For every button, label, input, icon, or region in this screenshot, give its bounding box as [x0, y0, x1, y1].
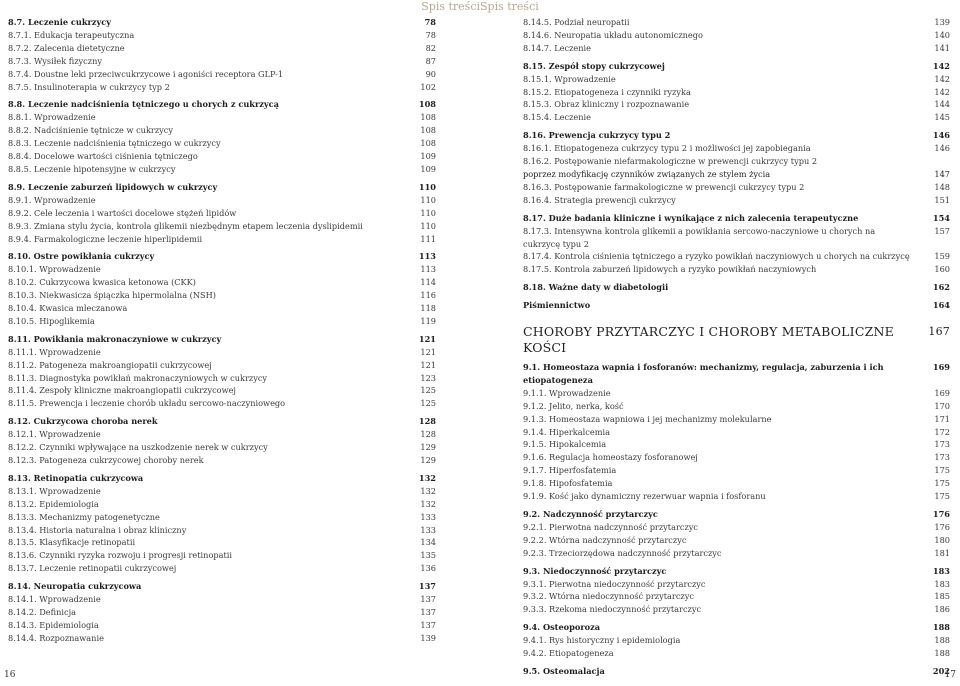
toc-entry-title: 9.3.1. Pierwotna niedoczynność przytarczyc: [523, 578, 706, 589]
toc-entry[interactable]: [523, 451, 950, 464]
toc-entry[interactable]: [523, 181, 950, 194]
toc-entry-title: 8.14.2. Definicja: [8, 606, 77, 617]
toc-entry-page: 82: [425, 42, 436, 53]
toc-entry-page: 133: [420, 511, 436, 522]
toc-entry[interactable]: [8, 207, 436, 220]
toc-entry-page: 169: [932, 362, 950, 373]
toc-entry-title: 9.4. Osteoporoza: [523, 622, 601, 633]
toc-entry-title: 8.8.2. Nadciśnienie tętnicze w cukrzycy: [8, 125, 173, 136]
toc-section-entry[interactable]: [8, 250, 436, 263]
toc-entry-title: 8.10.4. Kwasica mleczanowa: [8, 303, 128, 314]
toc-entry-title: 8.16.3. Postępowanie farmakologiczne w prewencji cukrzycy typu 2: [523, 181, 805, 192]
toc-entry-page: 137: [420, 619, 436, 630]
toc-entry[interactable]: [8, 55, 436, 68]
toc-section-entry[interactable]: [523, 60, 950, 73]
toc-entry[interactable]: [8, 194, 436, 207]
toc-entry-page: 173: [934, 452, 950, 463]
toc-chapter-entry[interactable]: [523, 324, 950, 356]
toc-entry-page: 186: [934, 604, 950, 615]
toc-entry-title: 8.14. Neuropatia cukrzycowa: [8, 581, 142, 592]
toc-entry-page: 119: [420, 315, 436, 326]
toc-entry-title: 8.11.2. Patogeneza makroangiopatii cukrzycowej: [8, 359, 212, 370]
toc-entry-title: 8.15.1. Wprowadzenie: [523, 73, 616, 84]
toc-entry-page: 176: [932, 509, 950, 519]
toc-entry-page: 128: [418, 416, 436, 427]
toc-entry-page: 140: [934, 29, 950, 40]
toc-entry-page: 110: [420, 207, 436, 218]
toc-entry-title: 8.16. Prewencja cukrzycy typu 2: [523, 130, 671, 141]
toc-entry-page: 160: [934, 264, 950, 275]
toc-entry[interactable]: [523, 194, 950, 207]
toc-entry-title: Piśmiennictwo: [523, 300, 591, 311]
toc-entry-title: 9.1. Homeostaza wapnia i fosforanów: mechanizmy, regulacja, zaburzenia i ich etiopatogeneza: [523, 362, 884, 385]
toc-entry[interactable]: [523, 73, 950, 86]
toc-entry[interactable]: [523, 400, 950, 413]
toc-entry-title: poprzez modyfikację czynników związanych ze stylem życia: [523, 168, 771, 179]
toc-entry-page: 162: [932, 282, 950, 293]
toc-entry[interactable]: [8, 441, 436, 454]
toc-entry[interactable]: [8, 549, 436, 562]
toc-entry[interactable]: [523, 426, 950, 439]
toc-entry-title: 8.7. Leczenie cukrzycy: [8, 17, 111, 27]
toc-entry-title: 8.16.1. Etiopatogeneza cukrzycy typu 2 i możliwości jej zapobiegania: [523, 143, 811, 154]
toc-entry-page: 146: [932, 130, 950, 141]
toc-section-entry[interactable]: [523, 281, 950, 294]
toc-entry-page: 144: [934, 99, 950, 110]
toc-entry[interactable]: [8, 42, 436, 55]
toc-section-entry[interactable]: [523, 565, 950, 578]
toc-entry[interactable]: [8, 315, 436, 328]
toc-entry-page: 202: [932, 665, 950, 676]
toc-entry-page: 169: [934, 387, 950, 398]
toc-entry-title: 8.9.3. Zmiana stylu życia, kontrola glikemii niezbędnym etapem leczenia dyslipidemii: [8, 220, 363, 231]
toc-entry-title: 8.11. Powikłania makronaczyniowe w cukrzycy: [8, 333, 222, 344]
toc-entry-page: 134: [420, 537, 436, 548]
toc-entry-title: 8.11.5. Prewencja i leczenie chorób układu sercowo-naczyniowego: [8, 398, 286, 409]
toc-entry-page: 139: [420, 632, 436, 643]
toc-entry[interactable]: [8, 263, 436, 276]
toc-entry-title: 8.10. Ostre powikłania cukrzycy: [8, 251, 155, 262]
toc-section-entry[interactable]: [523, 299, 950, 312]
toc-entry[interactable]: [8, 485, 436, 498]
toc-entry-page: 87: [425, 55, 436, 66]
toc-entry-page: 188: [934, 635, 950, 646]
toc-entry-page: 176: [934, 521, 950, 532]
toc-entry-title: 9.2.1. Pierwotna nadczynność przytarczyc: [523, 521, 698, 532]
toc-entry[interactable]: [523, 155, 950, 168]
toc-section-entry[interactable]: [523, 665, 950, 678]
toc-entry-title: 8.10.1. Wprowadzenie: [8, 264, 101, 275]
toc-entry[interactable]: [8, 150, 436, 163]
table-of-contents: [523, 16, 950, 678]
toc-entry-title: 8.12. Cukrzycowa choroba nerek: [8, 416, 158, 427]
toc-entry[interactable]: [8, 524, 436, 537]
toc-entry[interactable]: [8, 111, 436, 124]
toc-entry[interactable]: [8, 359, 436, 372]
toc-entry-page: 142: [932, 60, 950, 71]
toc-entry[interactable]: [523, 86, 950, 99]
toc-section-entry[interactable]: [8, 181, 436, 194]
toc-entry[interactable]: [8, 454, 436, 467]
toc-entry-title: 8.14.5. Podział neuropatii: [523, 17, 630, 27]
toc-entry[interactable]: [523, 387, 950, 400]
toc-entry-page: 132: [420, 485, 436, 496]
toc-entry-title: 8.15.3. Obraz kliniczny i rozpoznawanie: [523, 99, 690, 110]
toc-entry-title: 8.13. Retinopatia cukrzycowa: [8, 472, 144, 483]
toc-entry-page: 154: [932, 212, 950, 223]
page-number: 16: [4, 670, 16, 680]
toc-entry-page: 170: [934, 400, 950, 411]
toc-entry-page: 108: [418, 99, 436, 110]
toc-entry-title: 9.3.2. Wtórna niedoczynność przytarczyc: [523, 591, 694, 602]
toc-entry-title: 9.4.2. Etiopatogeneza: [523, 648, 614, 659]
toc-entry-title: 8.14.1. Wprowadzenie: [8, 594, 101, 605]
toc-entry[interactable]: [8, 29, 436, 42]
toc-entry-title: 8.13.6. Czynniki ryzyka rozwoju i progresji retinopatii: [8, 550, 233, 561]
toc-entry[interactable]: [523, 111, 950, 124]
toc-entry[interactable]: [8, 302, 436, 315]
toc-section-entry[interactable]: [8, 98, 436, 111]
toc-entry[interactable]: [523, 578, 950, 591]
toc-entry-page: 172: [934, 426, 950, 437]
toc-entry-title: 9.1.3. Homeostaza wapniowa i jej mechanizmy molekularne: [523, 413, 772, 424]
toc-entry-page: 173: [934, 439, 950, 450]
toc-entry[interactable]: [523, 603, 950, 616]
toc-entry-page: 183: [934, 578, 950, 589]
toc-entry-page: 137: [418, 581, 436, 592]
toc-section-entry[interactable]: [8, 580, 436, 593]
toc-entry-page: 108: [420, 138, 436, 149]
toc-section-entry[interactable]: [8, 333, 436, 346]
toc-section-entry[interactable]: [523, 212, 950, 225]
toc-entry-page: 157: [934, 225, 950, 236]
toc-entry-page: 132: [418, 472, 436, 483]
toc-entry-page: 137: [420, 606, 436, 617]
toc-entry-title: 9.1.4. Hiperkalcemia: [523, 426, 610, 437]
toc-entry-page: 78: [424, 17, 436, 27]
toc-entry[interactable]: [8, 276, 436, 289]
toc-entry[interactable]: [523, 42, 950, 55]
toc-entry-page: 132: [420, 498, 436, 509]
toc-section-entry[interactable]: [8, 16, 436, 29]
toc-entry[interactable]: [523, 477, 950, 490]
toc-entry-page: 164: [932, 300, 950, 311]
toc-entry[interactable]: [523, 647, 950, 660]
toc-entry-page: 125: [420, 398, 436, 409]
toc-section-entry[interactable]: [523, 129, 950, 142]
toc-entry-page: 146: [934, 143, 950, 154]
right-page: [480, 0, 960, 686]
toc-entry-page: 135: [420, 550, 436, 561]
toc-entry-page: 145: [934, 112, 950, 123]
toc-entry-title: 8.7.1. Edukacja terapeutyczna: [8, 29, 135, 40]
toc-entry-page: 142: [934, 73, 950, 84]
toc-entry-title: 9.4.1. Rys historyczny i epidemiologia: [523, 635, 681, 646]
toc-entry-page: 147: [934, 168, 950, 179]
toc-entry[interactable]: [8, 233, 436, 246]
toc-entry-page: 108: [420, 125, 436, 136]
toc-entry-page: 116: [420, 290, 436, 301]
toc-entry-title: 8.7.2. Zalecenia dietetyczne: [8, 42, 125, 53]
toc-entry-page: 181: [934, 547, 950, 558]
toc-entry-page: 175: [934, 478, 950, 489]
toc-entry-title: 9.1.6. Regulacja homeostazy fosforanowej: [523, 452, 698, 463]
toc-entry[interactable]: [8, 372, 436, 385]
toc-entry[interactable]: [523, 490, 950, 503]
toc-entry[interactable]: [523, 534, 950, 547]
toc-entry-title: 8.9.2. Cele leczenia i wartości docelowe stężeń lipidów: [8, 207, 237, 218]
toc-entry-page: 142: [934, 86, 950, 97]
toc-entry-title: 8.14.4. Rozpoznawanie: [8, 632, 104, 643]
toc-entry[interactable]: [8, 163, 436, 176]
toc-entry-title: 9.1.9. Kość jako dynamiczny rezerwuar wapnia i fosforanu: [523, 491, 766, 502]
toc-entry-title: 9.2.2. Wtórna nadczynność przytarczyc: [523, 534, 687, 545]
toc-entry-title: 8.15.2. Etiopatogeneza i czynniki ryzyka: [523, 86, 691, 97]
toc-entry[interactable]: [8, 562, 436, 575]
toc-entry[interactable]: [8, 137, 436, 150]
toc-entry[interactable]: [8, 384, 436, 397]
toc-entry-title: 9.1.5. Hipokalcemia: [523, 439, 607, 450]
toc-entry-title: 8.17.5. Kontrola zaburzeń lipidowych a ryzyko powikłań naczyniowych: [523, 264, 817, 275]
toc-entry[interactable]: [523, 263, 950, 276]
toc-entry-title: 8.13.5. Klasyfikacje retinopatii: [8, 537, 136, 548]
toc-entry-page: 136: [420, 563, 436, 574]
toc-entry[interactable]: [523, 547, 950, 560]
toc-entry[interactable]: [8, 289, 436, 302]
toc-entry[interactable]: [8, 68, 436, 81]
toc-entry-title: 9.3.3. Rzekoma niedoczynność przytarczyc: [523, 604, 702, 615]
toc-entry[interactable]: [523, 438, 950, 451]
toc-entry-page: 183: [932, 565, 950, 576]
toc-entry-title: 8.10.5. Hipoglikemia: [8, 315, 95, 326]
toc-entry-title: 8.13.7. Leczenie retinopatii cukrzycowej: [8, 563, 177, 574]
toc-entry-page: 188: [934, 648, 950, 659]
toc-entry-page: 110: [418, 181, 436, 192]
toc-entry-page: 137: [420, 594, 436, 605]
toc-entry-page: 110: [420, 220, 436, 231]
toc-entry-page: 159: [934, 251, 950, 262]
toc-entry[interactable]: [8, 81, 436, 94]
toc-entry[interactable]: [523, 29, 950, 42]
toc-entry-title: 8.9. Leczenie zaburzeń lipidowych w cukrzycy: [8, 181, 218, 192]
toc-entry-page: 125: [420, 385, 436, 396]
toc-section-entry[interactable]: [8, 472, 436, 485]
toc-entry[interactable]: [523, 168, 950, 181]
page-number: 17: [944, 670, 956, 680]
toc-entry-title: 9.2. Nadczynność przytarczyc: [523, 509, 658, 519]
toc-section-entry[interactable]: [8, 415, 436, 428]
toc-entry-page: 90: [425, 68, 436, 79]
toc-entry-page: 151: [934, 194, 950, 205]
toc-entry-page: 188: [932, 622, 950, 633]
toc-entry-page: 109: [420, 151, 436, 162]
toc-entry-title: 8.17.4. Kontrola ciśnienia tętniczego a ryzyko powikłań naczyniowych u chorych na cukrzycę: [523, 251, 910, 262]
toc-entry-title: 8.8.1. Wprowadzenie: [8, 112, 96, 123]
toc-entry-title: 8.15.4. Leczenie: [523, 112, 592, 123]
toc-entry-title: 8.9.4. Farmakologiczne leczenie hiperlipidemii: [8, 233, 203, 244]
toc-entry-title: 8.13.4. Historia naturalna i obraz kliniczny: [8, 524, 187, 535]
toc-entry-page: 133: [420, 524, 436, 535]
toc-entry-title: 8.16.2. Postępowanie niefarmakologiczne w prewencji cukrzycy typu 2: [523, 156, 818, 167]
table-of-contents: [8, 16, 436, 645]
toc-entry-title: 8.10.3. Niekwasicza śpiączka hipermolalna (NSH): [8, 290, 216, 301]
toc-entry-page: 111: [420, 233, 436, 244]
toc-entry-title: 8.8. Leczenie nadciśnienia tętniczego u chorych z cukrzycą: [8, 99, 279, 110]
toc-entry-page: 113: [420, 264, 436, 275]
toc-entry-title: 8.14.7. Leczenie: [523, 42, 592, 53]
toc-entry-page: 171: [934, 413, 950, 424]
toc-entry[interactable]: [523, 98, 950, 111]
toc-entry-page: 148: [934, 181, 950, 192]
running-header: Spis treści: [421, 0, 480, 13]
toc-entry-title: 8.14.3. Epidemiologia: [8, 619, 99, 630]
toc-entry-title: 8.12.3. Patogeneza cukrzycowej choroby nerek: [8, 455, 204, 465]
toc-entry-title: 8.13.3. Mechanizmy patogenetyczne: [8, 511, 160, 522]
toc-entry-page: 78: [425, 29, 436, 40]
toc-entry-title: 8.11.4. Zespoły kliniczne makroangiopatii cukrzycowej: [8, 385, 236, 396]
toc-entry[interactable]: [8, 498, 436, 511]
toc-entry-title: 8.17.3. Intensywna kontrola glikemii a powikłania sercowo-naczyniowe u chorych na cukrzycę typu 2: [523, 225, 876, 249]
toc-entry[interactable]: [523, 413, 950, 426]
toc-entry[interactable]: [8, 346, 436, 359]
toc-entry-page: 108: [420, 112, 436, 123]
toc-entry-title: 8.18. Ważne daty w diabetologii: [523, 282, 669, 293]
toc-entry[interactable]: [523, 521, 950, 534]
toc-entry-title: 9.2.3. Trzeciorzędowa nadczynność przytarczyc: [523, 547, 722, 558]
toc-entry-title: 8.14.6. Neuropatia układu autonomicznego: [523, 29, 703, 40]
toc-entry[interactable]: [8, 536, 436, 549]
toc-entry[interactable]: [8, 428, 436, 441]
toc-entry-title: 8.10.2. Cukrzycowa kwasica ketonowa (CKK): [8, 277, 196, 288]
toc-entry[interactable]: [8, 606, 436, 619]
toc-entry-title: 9.1.2. Jelito, nerka, kość: [523, 400, 624, 411]
toc-entry-title: 8.12.1. Wprowadzenie: [8, 429, 101, 440]
toc-entry-page: 180: [934, 534, 950, 545]
toc-entry-title: 9.1.1. Wprowadzenie: [523, 387, 611, 398]
toc-entry-page: 109: [420, 163, 436, 174]
toc-entry-title: 9.1.8. Hipofosfatemia: [523, 478, 613, 489]
toc-entry-title: 8.13.2. Epidemiologia: [8, 498, 99, 509]
toc-entry[interactable]: [8, 220, 436, 233]
toc-entry-page: 175: [934, 465, 950, 476]
toc-entry-title: 9.3. Niedoczynność przytarczyc: [523, 565, 667, 576]
toc-entry-title: 9.5. Osteomalacja: [523, 665, 605, 676]
toc-entry-title: 8.8.4. Docelowe wartości ciśnienia tętniczego: [8, 151, 198, 162]
toc-entry-title: 8.7.5. Insulinoterapia w cukrzycy typ 2: [8, 81, 170, 92]
toc-entry[interactable]: [8, 619, 436, 632]
toc-entry-page: 129: [420, 442, 436, 453]
toc-entry-title: 8.11.1. Wprowadzenie: [8, 346, 101, 357]
toc-entry-title: 8.16.4. Strategia prewencji cukrzycy: [523, 194, 676, 205]
toc-entry[interactable]: [8, 511, 436, 524]
toc-entry-page: 121: [420, 346, 436, 357]
toc-entry[interactable]: [523, 225, 950, 251]
toc-entry-page: 185: [934, 591, 950, 602]
toc-entry[interactable]: [8, 593, 436, 606]
toc-entry-page: 139: [934, 17, 950, 27]
toc-entry-title: 8.9.1. Wprowadzenie: [8, 194, 96, 205]
toc-entry-page: 141: [934, 42, 950, 53]
toc-entry-page: 128: [420, 429, 436, 440]
toc-entry-page: 118: [420, 303, 436, 314]
toc-entry-page: 121: [418, 333, 436, 344]
toc-entry-title: 8.8.3. Leczenie nadciśnienia tętniczego w cukrzycy: [8, 138, 221, 149]
toc-entry-title: 8.7.3. Wysiłek fizyczny: [8, 55, 102, 66]
toc-entry[interactable]: [523, 16, 950, 29]
toc-entry-title: CHOROBY PRZYTARCZYC I CHOROBY METABOLICZNE KOŚCI: [523, 324, 894, 356]
toc-entry-page: 113: [418, 251, 436, 262]
toc-section-entry[interactable]: [523, 361, 950, 387]
toc-section-entry[interactable]: [523, 621, 950, 634]
toc-entry-page: 121: [420, 359, 436, 370]
toc-entry[interactable]: [523, 142, 950, 155]
toc-entry-title: 8.11.3. Diagnostyka powikłań makronaczyniowych w cukrzycy: [8, 372, 268, 383]
toc-entry-page: 114: [420, 277, 436, 288]
toc-entry-page: 175: [934, 491, 950, 502]
toc-entry-title: 8.13.1. Wprowadzenie: [8, 485, 101, 496]
toc-entry[interactable]: [523, 634, 950, 647]
toc-entry-page: 110: [420, 194, 436, 205]
toc-entry[interactable]: [8, 632, 436, 645]
toc-entry-page: 129: [420, 455, 436, 465]
toc-entry[interactable]: [523, 464, 950, 477]
running-header: Spis treści: [480, 0, 539, 13]
toc-entry[interactable]: [523, 590, 950, 603]
toc-entry-title: 8.8.5. Leczenie hipotensyjne w cukrzycy: [8, 163, 176, 174]
toc-entry-title: 9.1.7. Hiperfosfatemia: [523, 465, 617, 476]
toc-entry-page: 123: [420, 372, 436, 383]
toc-entry[interactable]: [8, 124, 436, 137]
toc-entry-page: 102: [420, 81, 436, 92]
toc-entry-page: 167: [928, 325, 950, 339]
toc-entry[interactable]: [523, 250, 950, 263]
toc-entry-title: 8.7.4. Doustne leki przeciwcukrzycowe i agoniści receptora GLP-1: [8, 68, 284, 79]
toc-entry[interactable]: [8, 397, 436, 410]
toc-section-entry[interactable]: [523, 508, 950, 521]
toc-entry-title: 8.17. Duże badania kliniczne i wynikające z nich zalecenia terapeutyczne: [523, 212, 859, 223]
toc-entry-title: 8.12.2. Czynniki wpływające na uszkodzenie nerek w cukrzycy: [8, 442, 268, 453]
toc-entry-title: 8.15. Zespół stopy cukrzycowej: [523, 60, 665, 71]
